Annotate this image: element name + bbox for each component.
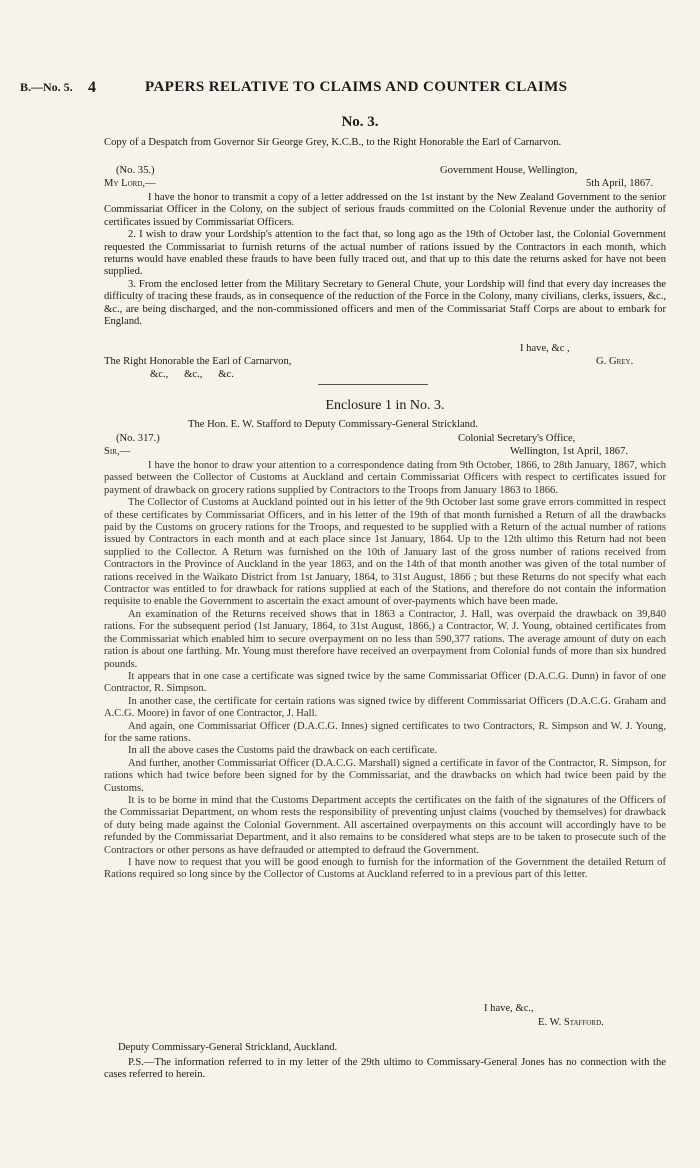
despatch-date: 5th April, 1867. (586, 178, 654, 189)
despatch-paragraph: 2. I wish to draw your Lordship's attention to the fact that, so long ago as the 19th of October last, the Colonial Government requested the Commissariat to furnish returns of the actual number of rations issued by the Contractors in each month, which returns would have enabled these frauds to have been fully traced out, and that up to this date the returns asked for have not been supplied. (104, 229, 666, 278)
enclosure-closing: I have, &c., (484, 1003, 534, 1014)
despatch-place: Government House, Wellington, (440, 165, 578, 176)
enclosure-addressee: Deputy Commissary-General Strickland, Auckland. (118, 1042, 338, 1053)
paper-code: B.—No. 5. (20, 80, 73, 94)
enclosure-paragraph: In all the above cases the Customs paid the drawback on each certificate. (128, 745, 438, 757)
enclosure-paragraph: And again, one Commissariat Officer (D.A.C.G. Innes) signed certificates to two Contractors, R. Simpson and W. J. Young, for the same rations. (104, 720, 666, 744)
enclosure-paragraph: And further, another Commissariat Officer (D.A.C.G. Marshall) signed a certificate in favor of the Contractor, R. Simpson, for rations which had twice before been signed for by the Commissariat, and the drawbacks on which had twice been paid by the Customs. (104, 757, 666, 794)
enclosure-body (104, 460, 666, 882)
enclosure-paragraph: It is to be borne in mind that the Customs Department accepts the certificates on the faith of the signatures of the Officers of the Commissariat Department, on whom rests the responsibility of preventing unjust claims (vouched by themselves) for drawback of duty being made against the Colonial Government. All ascertained overpayments on this account will accordingly have to be refunded by the Commissariat Department, and it also remains to be considered what steps are to be taken to prosecute such of the Contractors or other persons as have defrauded or attempted to defraud the Government. (104, 794, 666, 856)
enclosure-title: Enclosure 1 in No. 3. (325, 398, 445, 413)
enclosure-ref: (No. 317.) (116, 433, 160, 444)
despatch-addressee: The Right Honorable the Earl of Carnarvon, (104, 356, 292, 367)
enclosure-paragraph: An examination of the Returns received shows that in 1863 a Contractor, J. Hall, was overpaid the drawback on 39,840 rations. For the subsequent period (1st January, 1864, to 31st August, 1866,) a Contractor, W. J. Young, obtained certificates from the Commissariat which enabled him to secure overpayment on no less than 590,377 rations. The average amount of duty on each ration is about one farthing. Mr. Young must therefore have received an overpayment from Colonial funds of more than six hundred pounds. (104, 608, 666, 670)
despatch-closing: I have, &c , (520, 343, 570, 354)
enclosure-paragraph: It appears that in one case a certificate was signed twice by the same Commissariat Officer (D.A.C.G. Dunn) in favor of one Contractor, R. Simpson. (104, 670, 666, 695)
enclosure-paragraph: I have the honor to draw your attention to a correspondence dating from 9th October, 1866, to 28th January, 1867, which passed between the Collector of Customs at Auckland and certain Commissariat Officers with respect to certificates issued for payment of drawback on grocery rations supplied by Contractors to the Troops from January 1863 to 1866. (104, 460, 666, 496)
despatch-paragraph: I have the honor to transmit a copy of a letter addressed on the 1st instant by the New Zealand Government to the senior Commissariat Officer in the Colony, on the subject of serious frauds committed on the Colonial Revenue under the authority of certificates issued by Commissariat Officers. (104, 192, 666, 228)
despatch-body (104, 192, 666, 328)
page-number: 4 (88, 79, 96, 96)
despatch-number: No. 3. (341, 114, 379, 130)
enclosure-paragraph: I have now to request that you will be good enough to furnish for the information of the Government the detailed Return of Rations required so long since by the Collector of Customs at Auckland referred to in a previous part of this letter. (104, 857, 666, 881)
enclosure-date: Wellington, 1st April, 1867. (510, 446, 629, 457)
despatch-etc: &c., &c., &c. (150, 369, 234, 380)
enclosure-postscript (104, 1057, 666, 1082)
despatch-signature: G. Grey. (596, 356, 634, 367)
enclosure-from-to: The Hon. E. W. Stafford to Deputy Commissary-General Strickland. (188, 419, 478, 430)
section-divider (318, 384, 428, 385)
postscript-text: P.S.—The information referred to in my letter of the 29th ultimo to Commissary-General Jones has no connection with the cases referred to herein. (104, 1057, 666, 1081)
running-title: PAPERS RELATIVE TO CLAIMS AND COUNTER CLAIMS (145, 79, 568, 95)
page-header (0, 80, 700, 100)
enclosure-paragraph: In another case, the certificate for certain rations was signed twice by different Commissariat Officers (D.A.C.G. Graham and A.C.G. Moore) in favor of one Contractor, J. Hall. (104, 695, 666, 720)
despatch-ref: (No. 35.) (116, 165, 155, 176)
enclosure-office: Colonial Secretary's Office, (458, 433, 576, 444)
despatch-salutation: My Lord,— (104, 178, 156, 189)
enclosure-paragraph: The Collector of Customs at Auckland pointed out in his letter of the 9th October last some grave errors committed in respect of these certificates by Commissariat Officers, and in his letter of the 19th of that month furnished a Return of all the drawbacks paid by the Customs on grocery rations for the Troops, and requested to be supplied with a Return of the actual number of rations issued by Contractors in each month and at each place since 1st January, 1864. Up to the 12th ultimo this Return had not been supplied to the Collector. A Return was furnished on the 10th of January last of the gross number of rations received from Contractors in the Province of Auckland in the year 1863, and on the 14th of that month another was given of the total number of rations received in the Waikato District from 1st January, 1864, to 31st August, 1866 ; but these Returns do not specify what each Contractor was entitled to for drawback for rations supplied at each of the Stations, and therefore do not contain the information requisite to enable the Government to ascertain the exact amount of over-payments which have been made. (104, 497, 666, 608)
enclosure-salutation: Sir,— (104, 446, 131, 457)
despatch-paragraph: 3. From the enclosed letter from the Military Secretary to General Chute, your Lordship will find that every day increases the difficulty of tracing these frauds, as in consequence of the reduction of the Force in the Colony, many civilians, clerks, issuers, &c., &c., are being discharged, and the non-commissioned officers and men of the Commissariat Staff Corps are about to embark for England. (104, 278, 666, 328)
despatch-intro: Copy of a Despatch from Governor Sir George Grey, K.C.B., to the Right Honorable the Earl of Carnarvon. (104, 137, 562, 148)
enclosure-signature: E. W. Stafford. (538, 1017, 604, 1028)
